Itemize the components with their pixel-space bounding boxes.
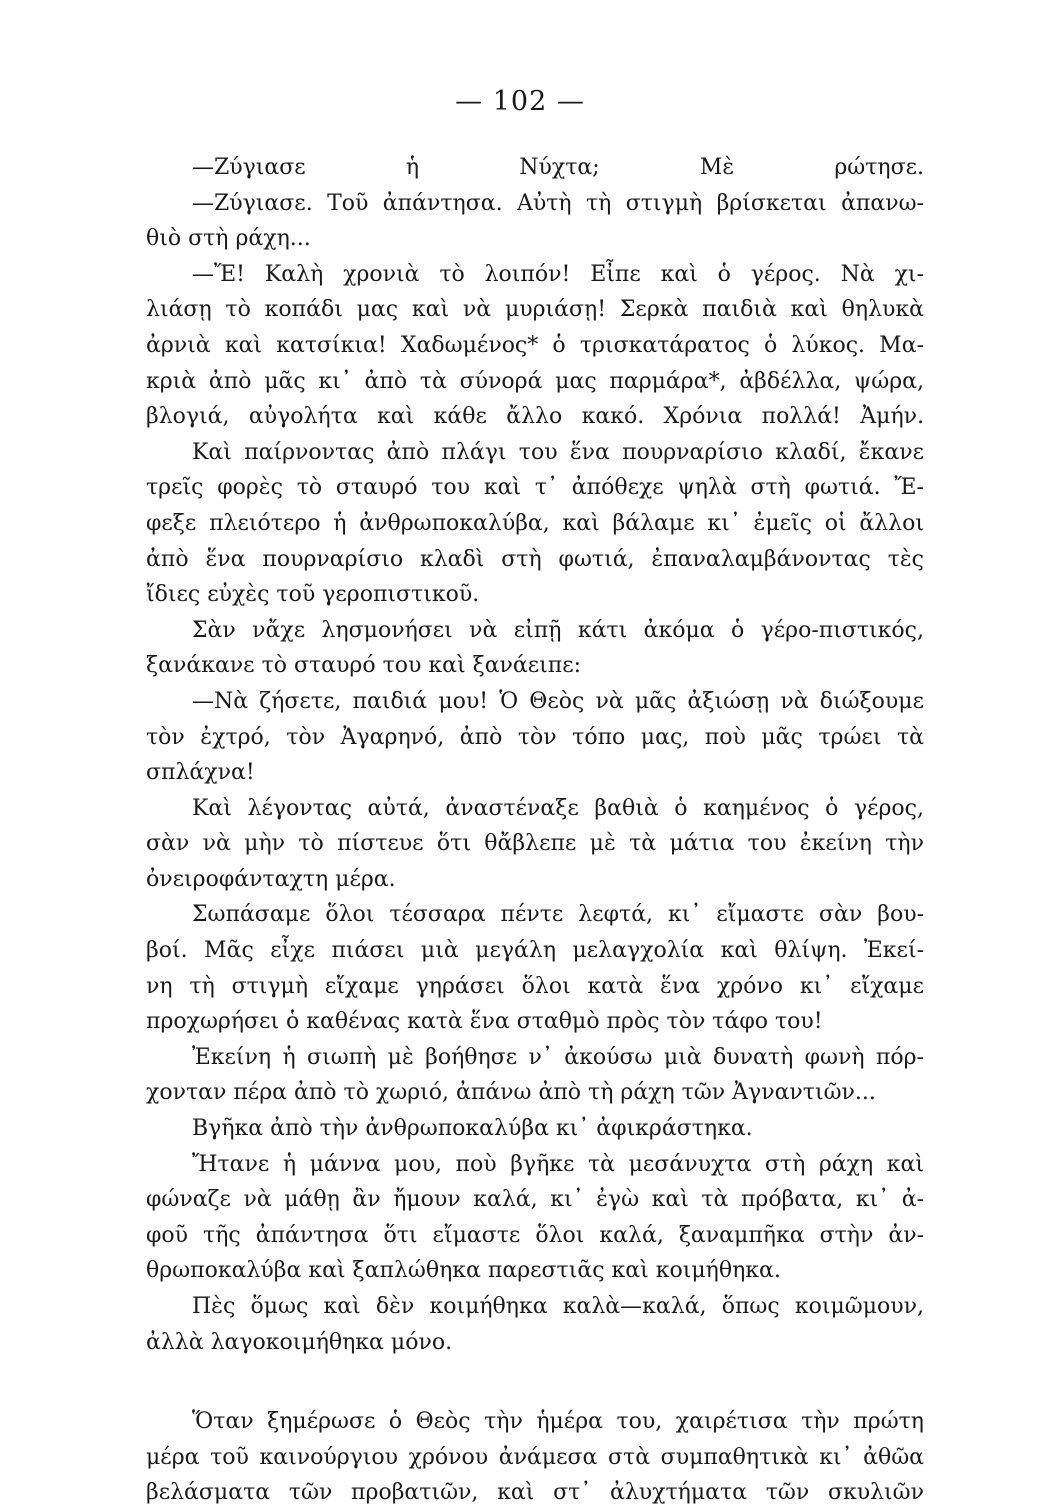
page-number: — 102 — xyxy=(455,86,585,117)
text-line: βελάσματα τῶν προβατιῶν, καὶ στ᾿ ἀλυχτήματα τῶν σκυλιῶν xyxy=(146,1480,924,1506)
text-line: Καὶ λέγοντας αὐτά, ἀναστέναξε βαθιὰ ὁ καημένος ὁ γέρος, xyxy=(192,795,924,821)
text-line: —Ζύγιασε ἡ Νύχτα; Μὲ ρώτησε. xyxy=(192,155,924,180)
text-line: ἀπὸ ἕνα πουρναρίσιο κλαδὶ στὴ φωτιά, ἐπαναλαμβάνοντας τὲς xyxy=(146,546,924,572)
text-line: βοί. Μᾶς εἶχε πιάσει μιὰ μεγάλη μελαγχολία καὶ θλίψη. Ἐκεί- xyxy=(146,938,924,964)
text-line: Βγῆκα ἀπὸ τὴν ἀνθρωποκαλύβα κι᾿ ἀφικράστηκα. xyxy=(192,1116,753,1142)
text-line: Ἐκείνη ἡ σιωπὴ μὲ βοήθησε ν᾿ ἀκούσω μιὰ δυνατὴ φωνὴ πόρ- xyxy=(192,1044,924,1070)
text-line: προχωρήσει ὁ καθένας κατὰ ἕνα σταθμὸ πρὸς τὸν τάφο του! xyxy=(146,1009,823,1035)
text-line: Ἤτανε ἡ μάννα μου, ποὺ βγῆκε τὰ μεσάνυχτα στὴ ράχη καὶ xyxy=(192,1151,924,1177)
text-line: τὸν ἐχτρό, τὸν Ἀγαρηνό, ἀπὸ τὸν τόπο μας, ποὺ μᾶς τρώει τὰ xyxy=(146,724,924,750)
text-line: Καὶ παίρνοντας ἀπὸ πλάγι του ἕνα πουρναρίσιο κλαδί, ἔκανε xyxy=(192,439,924,465)
text-line: θιὸ στὴ ράχη... xyxy=(146,226,311,252)
text-line: λιάσῃ τὸ κοπάδι μας καὶ νὰ μυριάσῃ! Σερκὰ παιδιὰ καὶ θηλυκὰ xyxy=(146,297,924,323)
text-line: φώναζε νὰ μάθῃ ἂν ἤμουν καλά, κι᾿ ἐγὼ καὶ τὰ πρόβατα, κι᾿ ἀ- xyxy=(146,1187,924,1213)
text-line: —Νὰ ζήσετε, παιδιά μου! Ὁ Θεὸς νὰ μᾶς ἀξιώσῃ νὰ διώξουμε xyxy=(192,688,924,714)
text-line: βλογιά, αὐγολήτα καὶ κάθε ἄλλο κακό. Χρόνια πολλά! Ἀμήν. xyxy=(146,404,924,430)
text-line: θρωποκαλύβα καὶ ξαπλώθηκα παρεστιᾶς καὶ κοιμήθηκα. xyxy=(146,1258,781,1284)
text-line: ἀρνιὰ καὶ κατσίκια! Χαδωμένος* ὁ τρισκατάρατος ὁ λύκος. Μα- xyxy=(146,332,924,358)
text-line: ἴδιες εὐχὲς τοῦ γεροπιστικοῦ. xyxy=(146,582,480,608)
text-line: τρεῖς φορὲς τὸ σταυρό του καὶ τ᾿ ἀπόθεχε ψηλὰ στὴ φωτιά. Ἔ- xyxy=(146,475,924,501)
text-line: Σωπάσαμε ὅλοι τέσσαρα πέντε λεφτά, κι᾿ εἴμαστε σὰν βου- xyxy=(192,902,924,928)
text-line: Πὲς ὅμως καὶ δὲν κοιμήθηκα καλὰ—καλά, ὅπως κοιμῶμουν, xyxy=(192,1294,924,1319)
text-line: χονταν πέρα ἀπὸ τὸ χωριό, ἀπάνω ἀπὸ τὴ ράχη τῶν Ἀγναντιῶν... xyxy=(146,1080,876,1106)
text-line: κριὰ ἀπὸ μᾶς κι᾿ ἀπὸ τὰ σύνορά μας παρμάρα*, ἀβδέλλα, ψώρα, xyxy=(146,368,924,394)
text-line: φεξε πλειότερο ἡ ἀνθρωποκαλύβα, καὶ βάλαμε κι᾿ ἐμεῖς οἱ ἄλλοι xyxy=(146,510,924,536)
text-line: —Ζύγιασε. Τοῦ ἀπάντησα. Αὐτὴ τὴ στιγμὴ βρίσκεται ἀπανω- xyxy=(192,190,924,216)
text-line: ὀνειροφάνταχτη μέρα. xyxy=(146,866,396,892)
text-line: —Ἔ! Καλὴ χρονιὰ τὸ λοιπόν! Εἶπε καὶ ὁ γέρος. Νὰ χι- xyxy=(192,261,924,287)
text-line: Ὅταν ξημέρωσε ὁ Θεὸς τὴν ἡμέρα του, χαιρέτισα τὴν πρώτη xyxy=(192,1409,924,1435)
text-line: ἀλλὰ λαγοκοιμήθηκα μόνο. xyxy=(146,1329,453,1355)
text-line: ξανάκανε τὸ σταυρό του καὶ ξανάειπε: xyxy=(146,653,582,679)
text-line: φοῦ τῆς ἀπάντησα ὅτι εἴμαστε ὅλοι καλά, ξαναμπῆκα στὴν ἀν- xyxy=(146,1222,924,1248)
body-text xyxy=(146,150,924,1511)
text-line: μέρα τοῦ καινούργιου χρόνου ἀνάμεσα στὰ συμπαθητικὰ κι᾿ ἀθῶα xyxy=(146,1444,924,1470)
paragraph-gap xyxy=(146,1360,924,1404)
text-line: νη τὴ στιγμὴ εἴχαμε γηράσει ὅλοι κατὰ ἕνα χρόνο κι᾿ εἴχαμε xyxy=(146,973,924,999)
text-line: σὰν νὰ μὴν τὸ πίστευε ὅτι θἄβλεπε μὲ τὰ μάτια του ἐκείνη τὴν xyxy=(146,831,924,857)
text-line: Σὰν νἄχε λησμονήσει νὰ εἰπῇ κάτι ἀκόμα ὁ γέρο-πιστικός, xyxy=(192,617,924,643)
text-line: σπλάχνα! xyxy=(146,760,255,786)
